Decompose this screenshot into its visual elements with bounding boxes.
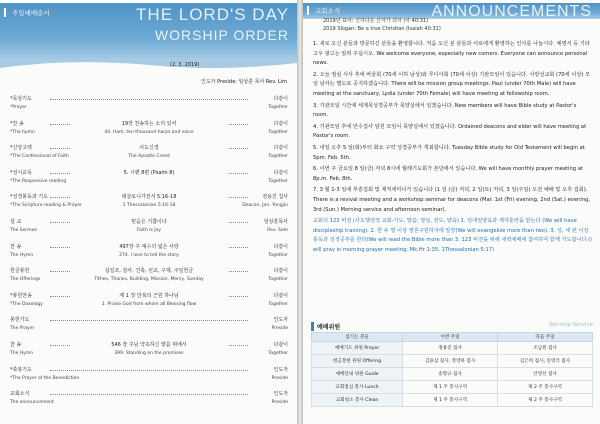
item-detail: 19장 찬송하는 소리 있어	[70, 120, 228, 127]
table-header-row	[312, 333, 593, 342]
item-detail-en: 399. Standing on the promises	[114, 351, 184, 356]
item-detail: 십일조, 감사, 건축, 선교, 구제, 주일헌금	[70, 267, 228, 274]
item-detail-en: 1 Thessalonian 5:16-18	[122, 203, 176, 209]
item-leader-ko: 다같이	[273, 268, 288, 275]
item-detail: 제 1 장 만복의 근원 하나님	[70, 292, 228, 299]
item-name-ko: 설 교	[10, 219, 22, 225]
table-row	[312, 355, 593, 368]
table-cell: 김용삼 집사, 정영하 집사	[403, 355, 498, 368]
item-name-en: The Prayer	[10, 326, 35, 332]
worship-item	[10, 169, 288, 190]
item-leader-en: Together	[268, 351, 288, 356]
banner-wave	[0, 58, 297, 72]
table-cell: 헌금봉헌 위원 Offering	[312, 355, 403, 368]
item-leader-en: Deacon, Jan. Yongjin	[242, 203, 288, 209]
table-cell: 예배기도 위원 Prayer	[312, 342, 403, 355]
worship-item	[10, 120, 288, 141]
worship-service-table	[311, 332, 593, 407]
item-leader-ko: 다같이	[273, 120, 288, 127]
slogan	[323, 17, 593, 33]
item-name-ko: *성시교독	[10, 169, 32, 176]
item-name-ko: 봉헌기도	[10, 317, 30, 324]
item-name-en: The Sermon	[10, 228, 38, 233]
item-detail: 497장 주 예수의 넓은 사랑	[70, 243, 228, 250]
item-leader-en: Rev. Sam	[267, 228, 288, 233]
section-tag: 주일예배순서	[4, 8, 50, 17]
section-tag: 교회소식	[307, 6, 340, 15]
item-leader-ko: 다같이	[273, 169, 288, 176]
item-name-en: *The Responsive reading	[10, 178, 67, 184]
slogan-ko: 2019년 표어: 신자다운 신자가 되자 (사 40:31)	[323, 18, 429, 24]
table-cell: 제 2 주 봉사구역	[498, 381, 593, 394]
item-detail-en: Faith is Joy	[137, 228, 161, 233]
item-leader-en: Together	[268, 178, 288, 184]
dotted-leader	[50, 394, 248, 395]
worship-item	[10, 144, 288, 165]
worship-service-subtitle: Worship Service	[548, 322, 593, 328]
table-row	[312, 394, 593, 407]
item-name-en: *The hymn	[10, 129, 35, 135]
item-leader-ko: 다같이	[273, 145, 288, 152]
worship-item	[10, 243, 288, 264]
item-name-en: The Hymn	[10, 351, 34, 356]
item-leader-en: Together	[268, 301, 288, 307]
worship-item	[10, 218, 288, 239]
item-leader-ko: 다같이	[273, 96, 288, 102]
item-leader-ko: 인도자	[273, 391, 288, 398]
worship-item	[10, 390, 288, 411]
table-cell: 제 1 주 봉사구역	[403, 381, 498, 394]
item-name-ko: *찬 송	[10, 120, 24, 127]
item-name-ko: *성경봉독과 기도	[10, 194, 48, 201]
item-leader-en: Together	[268, 129, 288, 135]
title-line-1: THE LORD'S DAY	[136, 5, 289, 24]
item-leader-en: Together	[268, 277, 288, 283]
worship-service-title: 예배위원	[311, 322, 593, 331]
item-detail-en: 274. I love to tell the story	[119, 252, 179, 258]
announcement-item: 2. 오늘 점심 식사 후에 바울회 (70세 이하 남성)와 루디아회 (70세 이상) 기관모임이 있습니다. 사랑선교회 (70세 이상) 모임 남자는 별도로 공지하겠습니다. There will be mission group meetings. Paul (under 70th Male) will have meeting at the sanctuary, Lydia (under 70th Female) will have meeting at fellowship room.	[313, 71, 591, 97]
item-name-ko: 찬 송	[10, 342, 22, 348]
worship-item	[10, 193, 288, 214]
item-name-en: *Prayer	[10, 105, 27, 110]
item-name-en: The Offerings	[10, 277, 41, 283]
announcement-item: 7. 3 월 1-3 일에 부흥집회 및 제직세미나가 있습니다 (1 일 (금) 저녁, 2 일(토) 저녁, 3 일(주일) 오전 예배 및 오후 집회). There is a revival meeting and a workshop seminar for deacons (Mar. 1st (Fri) evening, 2nd (Sat.) evening, 3rd (Sun.) Morning service and afternoon seminar).	[313, 187, 591, 213]
announcement-item: 교회의 123 비전 (사도행전적 교회-기도, 말씀, 영성, 전도, 양육) 1. 일대일양육과 제자훈련을 받는다 (We will have discipleship training). 2. 한 두 명 이상 영혼구원하자에 앞장(We will evangelize more than two). 3. 성, 세 번 이상 통독과 성경공부를 한다(We will read the Bible more than 3. 123 비전을 위해 새벽예배에 참여하며 함께 기도합니다 (I will pray in morning prayer meeting: Mk.Hr 1:35, 1Thessalonian 5:17)	[313, 218, 592, 253]
item-name-en: *The Scripture reading & Prayer	[10, 203, 82, 209]
item-leader-ko: 인도자	[273, 366, 288, 373]
table-cell: 정용진 집사	[403, 342, 498, 355]
worship-order-page	[0, 0, 297, 424]
item-leader-en: Together	[268, 105, 288, 110]
announcement-item: 6. 이번 주 금요일 8 일(금) 저녁 8시에 월례기도회가 본당에서 있습니다. We will have monthly prayer meeting at 8p.m. Feb. 8th.	[313, 166, 583, 182]
dotted-leader	[50, 370, 248, 371]
item-name-ko: 교회소식	[10, 391, 30, 398]
worship-item	[10, 292, 288, 313]
table-row	[312, 381, 593, 394]
item-leader-en: Together	[268, 252, 288, 258]
item-detail-en: 1. Praise God from whom all Blessing flow	[101, 301, 197, 307]
dotted-leader	[50, 320, 248, 321]
slogan-en: 2019 Slogan: Be a true Christian (Isaiah 40:31)	[323, 26, 441, 32]
table-row	[312, 342, 593, 355]
table-cell: 교회점심 봉사 Lunch	[312, 381, 403, 394]
item-name-en: The announcement	[10, 400, 54, 406]
item-name-ko: 찬 송	[10, 243, 22, 250]
table-cell: 송향규 집사	[403, 368, 498, 381]
item-leader-en: Preside	[271, 326, 288, 332]
item-leader-ko: 임상훈목사	[263, 219, 288, 225]
item-name-ko: *봉헌찬송	[10, 292, 32, 299]
item-leader-ko: 다같이	[273, 292, 288, 299]
item-detail: 5. 시편 8편 (Psalm 8)	[70, 169, 228, 176]
table-body	[312, 342, 593, 407]
item-detail: 546 장 주님 약속하신 말씀 위에서	[70, 341, 228, 348]
announcement-item: 1. 새로 오신 분들과 방문하신 분들을 환영합니다. 처음 오신 분 분들과 서로에게 환영하는 인사를 나눕시다. 예명서 등 기타 고우 광고는 알려 주십시오. We welcome everyone, especially new comers. Everyone can announce personal news.	[313, 41, 590, 67]
item-name-en: *The Confessional of Faith	[10, 154, 69, 160]
item-name-en: *The Prayer of the Benediction	[10, 375, 80, 381]
title-line-2: WORSHIP ORDER	[154, 27, 289, 43]
preside-line: 인도자 Preside: 임상훈 목사 Rev. Lim	[201, 79, 287, 85]
announcement-item: 4. 기관모임 후에 안수집사 임원 모임이 목양실에서 있겠습니다. Ordained deacons and elder will have meeting at Pastor's room.	[313, 123, 587, 140]
item-leader-en: Preside	[271, 400, 288, 406]
item-leader-en: Preside	[271, 375, 288, 381]
table-cell: 안영선 집사	[498, 368, 593, 381]
item-detail: 사도신경	[70, 144, 228, 151]
table-cell: 김은희 집사, 송영석 집사	[498, 355, 593, 368]
item-detail: 데살로니가전서 5:16-18	[70, 193, 228, 200]
item-detail-en: 44. Hark, ten thousand harps and voice	[104, 129, 194, 135]
announcement-item: 5. 내일 오후 5 일(화)부터 화요 구약 성경공부가 개최합니다. Tuesday Bible study for Old Testament will begin at 5pm. Feb. 5th.	[313, 144, 585, 161]
item-leader-ko: 다같이	[273, 243, 288, 250]
item-name-ko: *신앙고백	[10, 145, 32, 152]
table-cell: 예배안내 위원 Guide	[312, 368, 403, 381]
table-header-cell: 섬기는 분들	[312, 333, 403, 342]
table-cell: 교회청소 봉사 Clean	[312, 394, 403, 407]
item-name-ko: *묵상기도	[10, 96, 32, 102]
announcement-list	[313, 40, 593, 257]
announcements-page	[303, 0, 600, 424]
announcements-title: ANNOUNCEMENTS	[431, 3, 592, 20]
table-header-cell: 이번 주일	[403, 333, 498, 342]
item-name-ko: *축복기도	[10, 366, 32, 373]
table-row	[312, 368, 593, 381]
item-name-ko: 헌금봉헌	[10, 268, 30, 275]
item-name-en: The Hymn	[10, 252, 34, 258]
item-leader-en: Together	[268, 154, 288, 160]
worship-item	[10, 341, 288, 362]
table-cell: 제 1 주 봉사구역	[403, 394, 498, 407]
worship-service-panel	[311, 322, 593, 422]
item-name-en: *The Doxology	[10, 301, 43, 307]
worship-item	[10, 95, 288, 116]
item-detail: 믿음은 기쁨이다	[70, 218, 228, 225]
worship-order-banner	[0, 3, 297, 61]
item-leader-ko: 인도자	[273, 317, 288, 324]
dotted-leader	[50, 99, 248, 100]
worship-item	[10, 267, 288, 288]
table-cell: 조남원 집사	[498, 342, 593, 355]
table-header-cell: 다음 주일	[498, 333, 593, 342]
item-detail-en: The Apostle Creed	[128, 154, 170, 160]
service-date: (2. 3. 2019)	[170, 62, 200, 68]
item-leader-ko: 다같이	[273, 342, 288, 348]
announcement-item: 3. 기관모임 시간에 세계목성경공부가 목양실에서 있겠습니다. New members will have Bible study at Pastor's room.	[313, 102, 577, 119]
item-leader-ko: 전용진 집사	[262, 194, 288, 201]
table-cell: 제 2 주 봉사구역	[498, 394, 593, 407]
worship-item	[10, 316, 288, 337]
item-detail-en: Tithes, Thanks, Building, Mission, Mercy, Sunday	[94, 277, 204, 283]
worship-item	[10, 366, 288, 387]
